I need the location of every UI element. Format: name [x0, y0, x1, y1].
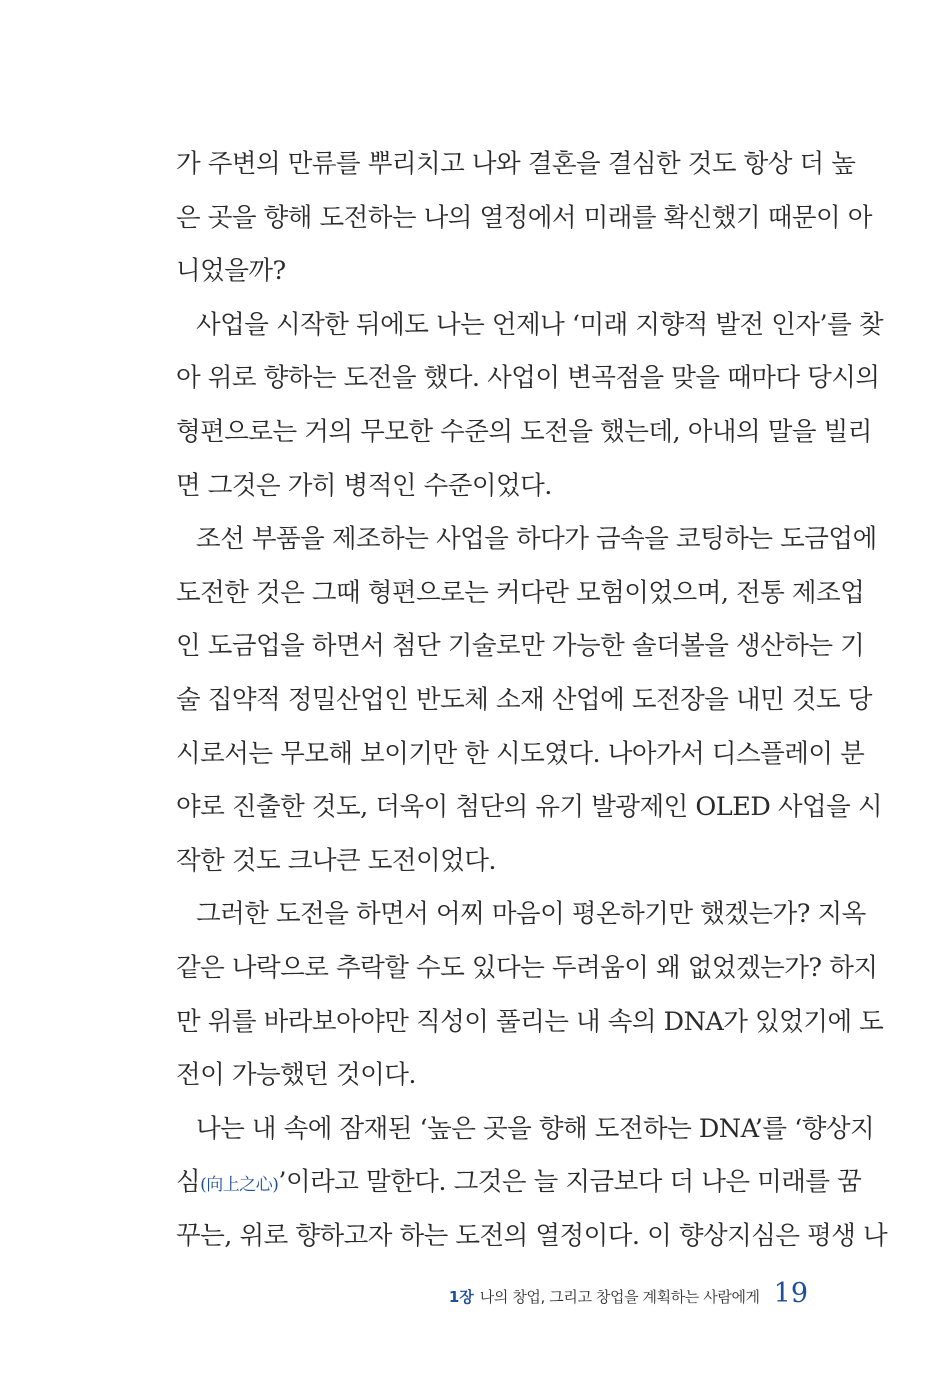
text-line: 은 곳을 향해 도전하는 나의 열정에서 미래를 확신했기 때문이 아 [176, 202, 872, 233]
page-number: 19 [773, 1278, 808, 1309]
hanja-annotation: (向上之心) [200, 1175, 279, 1196]
text-line: 술 집약적 정밀산업인 반도체 소재 산업에 도전장을 내민 것도 당 [176, 684, 872, 715]
text-line [176, 1156, 862, 1210]
text-line: 그러한 도전을 하면서 어찌 마음이 평온하기만 했겠는가? 지옥 [196, 899, 866, 930]
text-line: 사업을 시작한 뒤에도 나는 언제나 ‘미래 지향적 발전 인자’를 찾 [196, 309, 883, 340]
text-line: 인 도금업을 하면서 첨단 기술로만 가능한 솔더볼을 생산하는 기 [176, 631, 865, 662]
text-line: 나는 내 속에 잠재된 ‘높은 곳을 향해 도전하는 DNA’를 ‘향상지 [196, 1113, 875, 1144]
text-line: 야로 진출한 것도, 더욱이 첨단의 유기 발광제인 OLED 사업을 시 [176, 792, 883, 823]
text-line: 전이 가능했던 것이다. [176, 1060, 417, 1091]
text-line: 니었을까? [176, 256, 286, 287]
text-line: 시로서는 무모해 보이기만 한 시도였다. 나아가서 디스플레이 분 [176, 738, 865, 769]
body-text [176, 138, 888, 1263]
text-line: 형편으로는 거의 무모한 수준의 도전을 했는데, 아내의 말을 빌리 [176, 416, 872, 447]
text-line: 면 그것은 가히 병적인 수준이었다. [176, 470, 552, 501]
text-line: 꾸는, 위로 향하고자 하는 도전의 열정이다. 이 향상지심은 평생 나 [176, 1220, 888, 1251]
text-line: 작한 것도 크나큰 도전이었다. [176, 845, 497, 876]
chapter-title: 나의 창업, 그리고 창업을 계획하는 사람에게 [479, 1288, 760, 1306]
text-line: 아 위로 향하는 도전을 했다. 사업이 변곡점을 맞을 때마다 당시의 [176, 363, 880, 394]
text-line: 같은 나락으로 추락할 수도 있다는 두려움이 왜 없었겠는가? 하지 [176, 952, 878, 983]
text-line: 가 주변의 만류를 뿌리치고 나와 결혼을 결심한 것도 항상 더 높 [176, 149, 856, 179]
line-rest: ’이라고 말한다. 그것은 늘 지금보다 더 나은 미래를 꿈 [278, 1167, 862, 1198]
page-footer [449, 1278, 808, 1312]
text-line: 도전한 것은 그때 형편으로는 커다란 모험이었으며, 전통 제조업 [176, 577, 865, 608]
text-line: 조선 부품을 제조하는 사업을 하다가 금속을 코팅하는 도금업에 [196, 524, 877, 555]
line-prefix: 심 [176, 1167, 201, 1198]
text-line: 만 위를 바라보아야만 직성이 풀리는 내 속의 DNA가 있었기에 도 [176, 1006, 884, 1037]
chapter-label: 1장 [448, 1288, 474, 1306]
